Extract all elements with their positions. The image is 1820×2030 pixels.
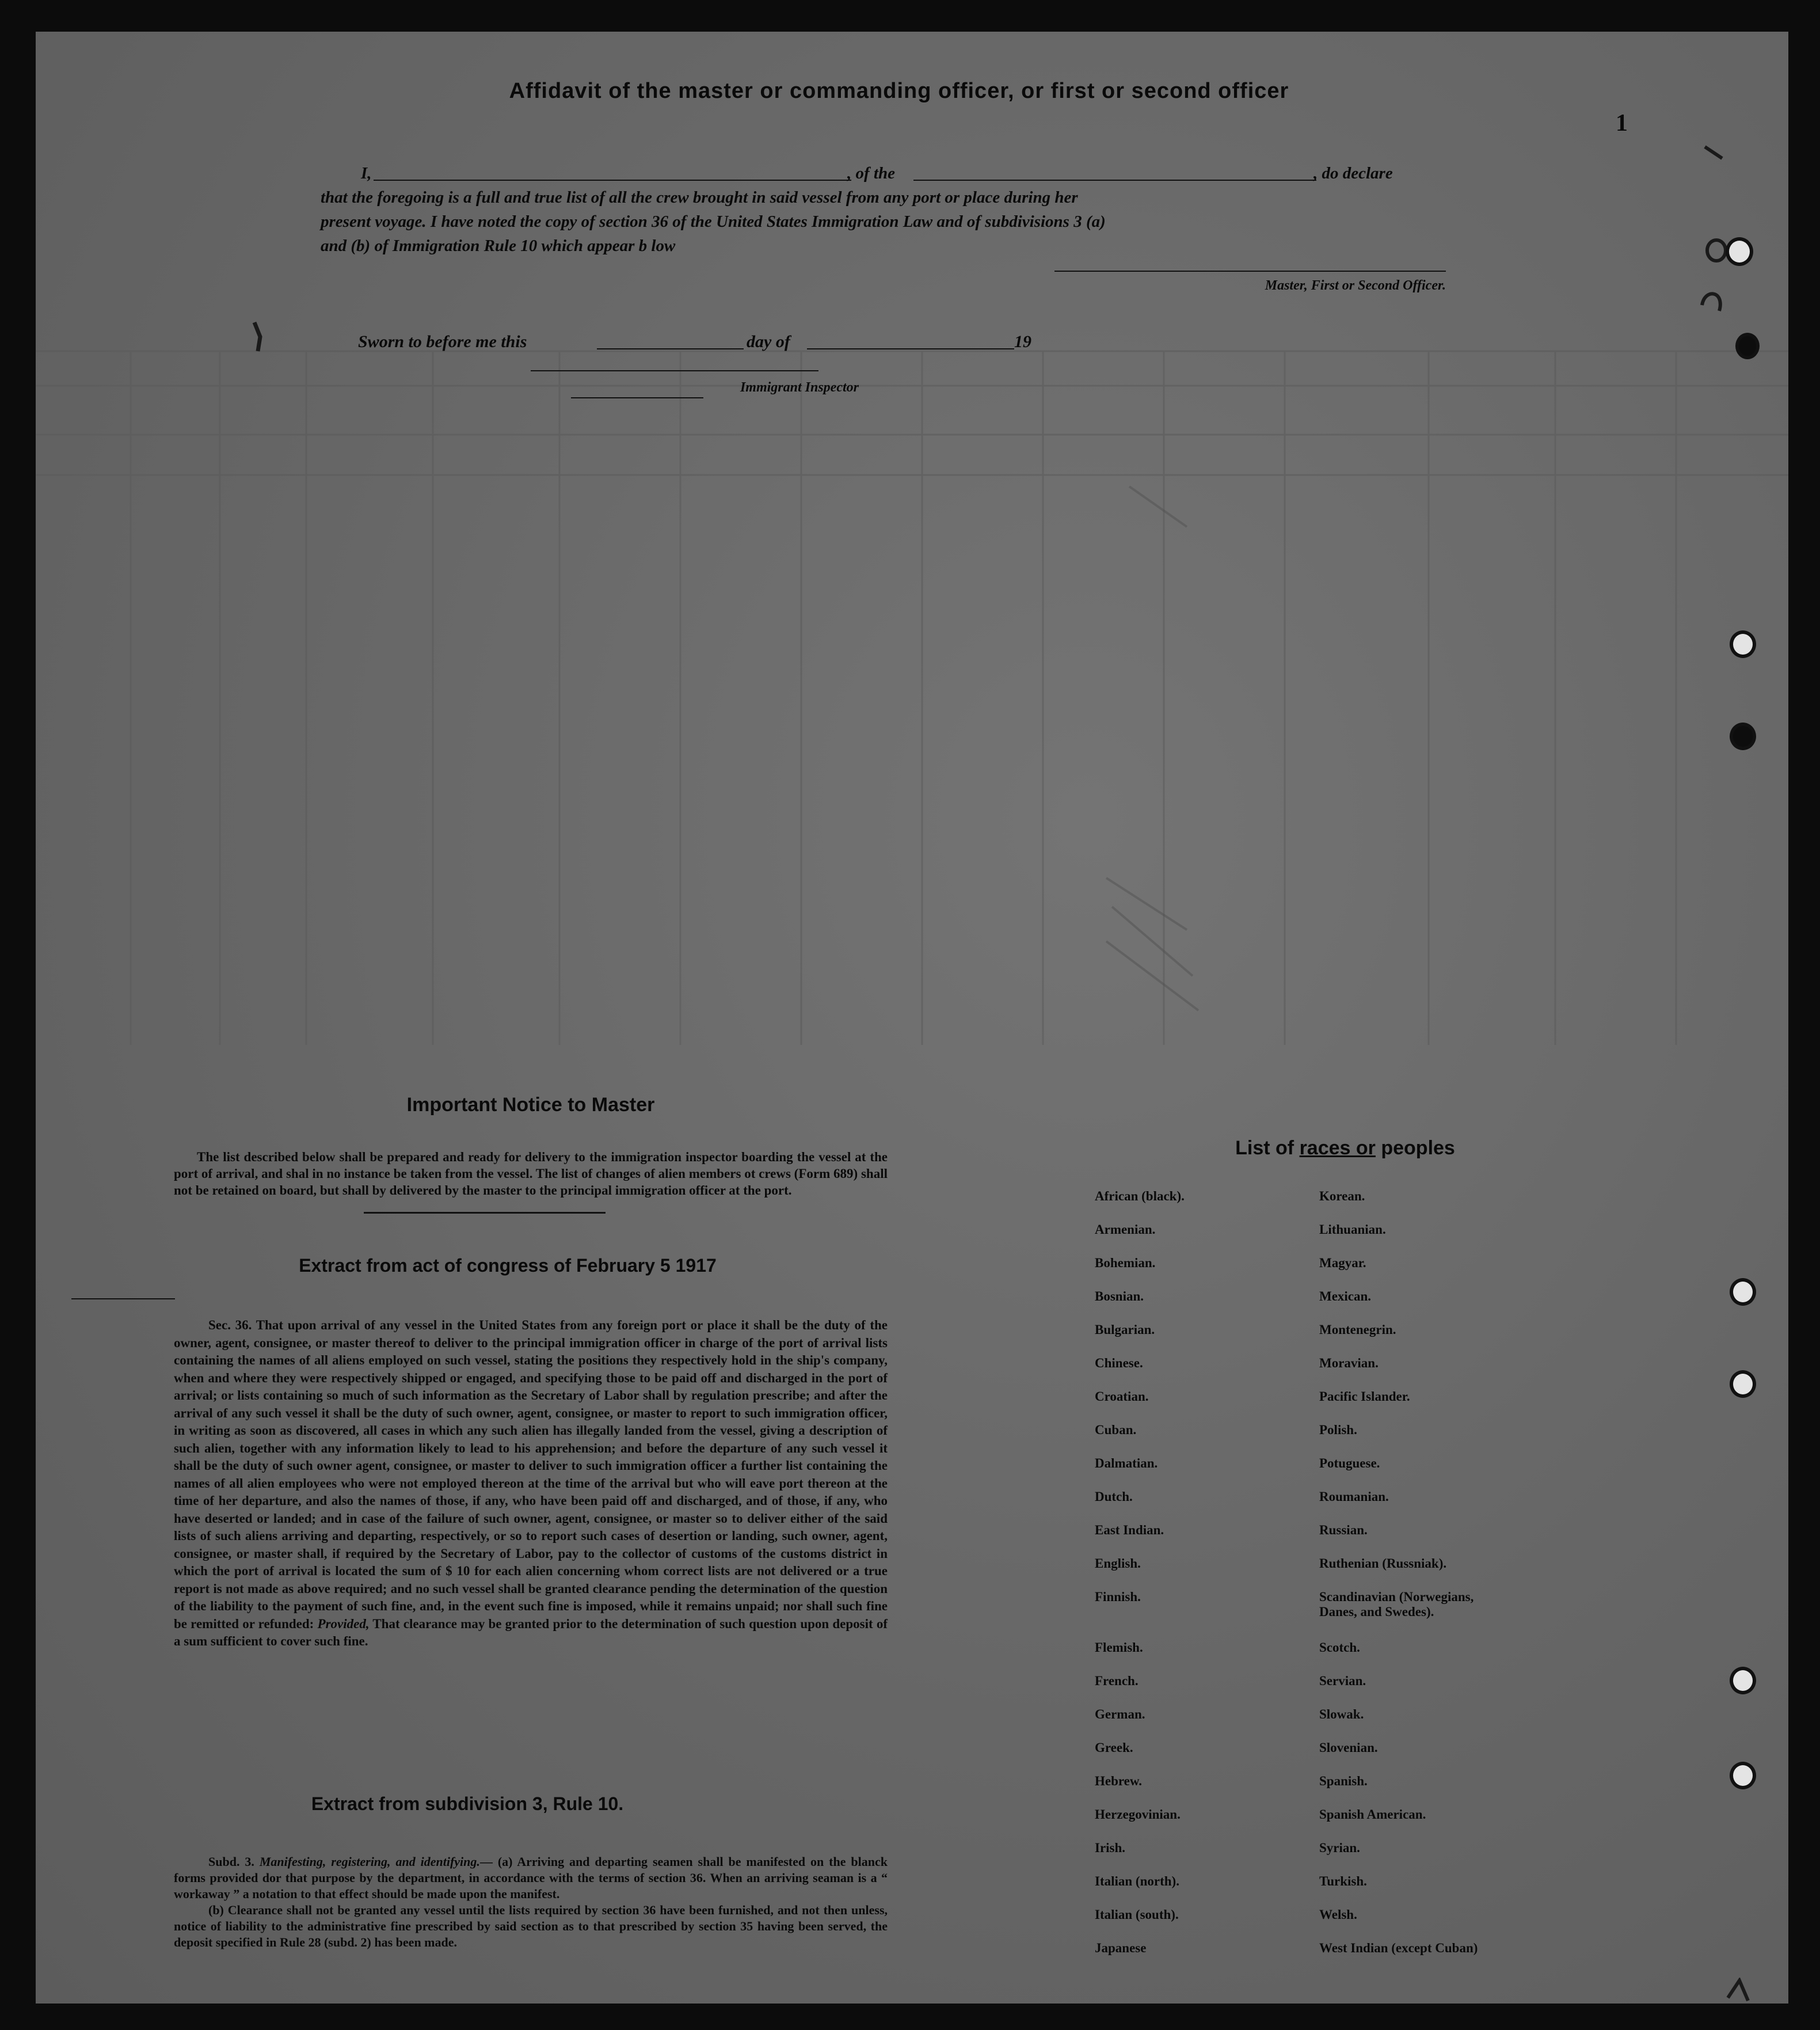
binder-hole-icon <box>1730 1370 1756 1398</box>
section-36-body: That upon arrival of any vessel in the United States from any foreign port or place it shall be the duty of the owner, agent, consignee, or master thereof to deliver to the principal immigration officer in charge of the port of arrival lists containing the names of all aliens employed on such vessel, stating the positions they respectively hold in the ship's company, when and where they were respectively shipped or engaged, and specifying those to be paid off and discharged in the port of arrival; or lists containing so much of such information as the Secretary of Labor shall by regulation prescribe; and after the arrival of any such vessel it shall be the duty of such owner, agent, consignee, or master to report to such immigration officer, in writing as soon as discovered, all cases in which any such alien has illegally landed from the vessel, giving a description of such alien, together with any information likely to lead to his apprehension; and before the departure of any such vessel it shall be the duty of such owner agent, consignee, or master to deliver to such immigration officer a further list containing the names of all alien employees who were not employed thereon at the time of the arrival but who will eave port thereon at the time of her departure, and also the names of those, if any, who have been paid off and discharged, and of those, if any, who have deserted or landed; and in case of the failure of such owner, agent, consignee, or master so to deliver either of the said lists of such aliens arriving and departing, respectively, or so to report such cases of desertion or landing, such owner, agent, consignee, or master shall, if required by the Secretary of Labor, pay to the collector of customs of the customs district in which the port of arrival is located the sum of $ 10 for each alien concerning whom correct lists are not delivered or a true report is not made as above required; and no such vessel shall be granted clearance pending the determination of the question of the liability to the payment of such fine, and, in the event such fine is imposed, while it remains unpaid; nor shall such fine be remitted or refunded: <box>174 1318 888 1631</box>
races-title-pre: List of <box>1235 1137 1294 1159</box>
divider <box>364 1212 606 1214</box>
race-item: Scandinavian (Norwegians, Danes, and Swedes). <box>1319 1590 1474 1619</box>
race-item: Syrian. <box>1319 1841 1360 1855</box>
binder-hole-icon <box>1730 1762 1756 1789</box>
race-item: Finnish. <box>1095 1590 1141 1604</box>
race-item: Flemish. <box>1095 1640 1143 1655</box>
race-item: Lithuanian. <box>1319 1222 1386 1237</box>
para-a-text: — (a) Arriving and departing seamen shall be manifested on the blanck forms provided dor that purpose by the department, in accordance with the terms of section 36. When an arriving seaman is a “ workaway ” a notation to that effect should be made upon the manifest. <box>174 1854 888 1901</box>
para-b-label: (b) <box>208 1903 224 1917</box>
sworn-day-of-label: day of <box>747 332 790 351</box>
declaration-line-4: and (b) of Immigration Rule 10 which appear b low <box>321 237 676 255</box>
race-item: Pacific Islander. <box>1319 1389 1410 1404</box>
race-item: Hebrew. <box>1095 1774 1142 1788</box>
race-item: Welsh. <box>1319 1907 1357 1922</box>
race-item: Mexican. <box>1319 1289 1372 1303</box>
race-item: Scotch. <box>1319 1640 1360 1655</box>
race-item: Japanese <box>1095 1941 1147 1955</box>
race-item: East Indian. <box>1095 1523 1164 1537</box>
race-item: Korean. <box>1319 1189 1365 1203</box>
race-item: Armenian. <box>1095 1222 1156 1237</box>
race-item: Irish. <box>1095 1841 1126 1855</box>
subd-heading: Manifesting, registering, and identifying. <box>259 1854 480 1869</box>
races-title-mid: races or <box>1299 1137 1376 1159</box>
sworn-day-blank[interactable] <box>597 348 744 349</box>
extract-rule10-title: Extract from subdivision 3, Rule 10. <box>311 1793 624 1814</box>
race-item: African (black). <box>1095 1189 1185 1203</box>
race-item: Slovenian. <box>1319 1740 1378 1755</box>
binder-hole-icon <box>1735 333 1760 359</box>
provided-label: Provided, <box>317 1616 370 1631</box>
section-36-label: Sec. 36. <box>208 1318 252 1332</box>
race-item: Bulgarian. <box>1095 1322 1155 1337</box>
notice-text: The list described below shall be prepared and ready for delivery to the immigration inspector boarding the vessel at the port of arrival, and shal in no instance be taken from the vessel. The list of changes of alien members ot crews (Form 689) shall not be retained on board, but shall by delivered by the master to the principal immigration officer at the port. <box>174 1150 888 1198</box>
corner-mark <box>1722 1978 1757 2004</box>
sworn-before-label: Sworn to before me this <box>358 332 527 351</box>
section-36-end: That clearance may be granted prior to the determination of such question upon deposit of a sum sufficient to cover such fine. <box>174 1616 888 1648</box>
race-item: Magyar. <box>1319 1256 1366 1270</box>
race-item: Ruthenian (Russniak). <box>1319 1556 1447 1571</box>
race-item: Bosnian. <box>1095 1289 1144 1303</box>
document-page <box>36 32 1788 2004</box>
margin-line <box>71 1298 175 1299</box>
races-title <box>1152 1137 1538 1160</box>
race-item: Moravian. <box>1319 1356 1379 1370</box>
race-item: Chinese. <box>1095 1356 1143 1370</box>
rule-10-para-a <box>174 1854 888 1902</box>
declaration-line-3: present voyage. I have noted the copy of section 36 of the United States Immigration Law and of subdivisions 3 (a) <box>321 212 1106 231</box>
affidavit-title: Affidavit of the master or commanding officer, or first or second officer <box>509 79 1289 103</box>
vessel-blank[interactable] <box>913 180 1316 181</box>
bleed-through-grid <box>36 32 1788 2004</box>
race-item: Italian (north). <box>1095 1874 1179 1888</box>
race-item: Roumanian. <box>1319 1489 1389 1504</box>
officer-signature-line[interactable] <box>1054 271 1446 272</box>
binder-hole-icon <box>1726 237 1753 266</box>
inspector-label: Immigrant Inspector <box>740 380 859 395</box>
extract-congress-title: Extract from act of congress of February 5 1917 <box>299 1255 717 1276</box>
race-item: Russian. <box>1319 1523 1368 1537</box>
declaration-line-2: that the foregoing is a full and true list of all the crew brought in said vessel from any port or place during her <box>321 188 1078 207</box>
race-item: Spanish American. <box>1319 1807 1426 1822</box>
rule-10-text <box>174 1854 888 1951</box>
inspector-signature-line[interactable] <box>531 370 818 371</box>
sworn-line <box>358 332 527 352</box>
officer-label: Master, First or Second Officer. <box>1265 278 1446 293</box>
subd-label: Subd. 3. <box>208 1854 254 1869</box>
race-item: Servian. <box>1319 1674 1366 1688</box>
binder-hole-icon <box>1730 630 1756 658</box>
race-item: Greek. <box>1095 1740 1133 1755</box>
race-item: Herzegovinian. <box>1095 1807 1181 1822</box>
race-item: West Indian (except Cuban) <box>1319 1941 1478 1955</box>
race-item: Turkish. <box>1319 1874 1367 1888</box>
race-item: Potuguese. <box>1319 1456 1380 1470</box>
binder-hole-icon <box>1730 1667 1756 1694</box>
race-item: Bohemian. <box>1095 1256 1156 1270</box>
race-item: German. <box>1095 1707 1145 1721</box>
race-item: Cuban. <box>1095 1423 1137 1437</box>
notice-title: Important Notice to Master <box>406 1094 655 1116</box>
race-item: Spanish. <box>1319 1774 1368 1788</box>
rule-10-para-b <box>174 1902 888 1951</box>
binder-hole-icon <box>1730 723 1756 750</box>
declaration-do-declare: , do declare <box>1313 164 1393 183</box>
races-title-post: peoples <box>1381 1137 1455 1159</box>
page-mark: 1 <box>1616 110 1628 136</box>
declaration-i: I, <box>361 164 372 183</box>
ink-mark <box>250 320 267 354</box>
name-blank[interactable] <box>374 180 851 181</box>
sworn-year-label: 19 <box>1014 332 1031 351</box>
sworn-month-blank[interactable] <box>807 348 1014 349</box>
race-item: French. <box>1095 1674 1139 1688</box>
declaration-of-the: , of the <box>847 164 895 183</box>
race-item: Italian (south). <box>1095 1907 1179 1922</box>
race-item: Polish. <box>1319 1423 1357 1437</box>
affidavit-declaration <box>321 161 1449 258</box>
race-item: English. <box>1095 1556 1141 1571</box>
race-item: Dalmatian. <box>1095 1456 1158 1470</box>
inspector-sub-line <box>571 397 703 398</box>
para-b-text: Clearance shall not be granted any vessel until the lists required by section 36 have been furnished, and not then unless, notice of liability to the administrative fine prescribed by said section as to that prescribed by section 35 having been served, the deposit specified in Rule 28 (subd. 2) has been made. <box>174 1903 888 1949</box>
race-item: Montenegrin. <box>1319 1322 1396 1337</box>
binder-hole-icon <box>1730 1278 1756 1306</box>
declaration-line-1 <box>321 161 1449 185</box>
section-36-text <box>174 1317 888 1651</box>
race-item: Croatian. <box>1095 1389 1149 1404</box>
race-item: Slowak. <box>1319 1707 1364 1721</box>
margin-scribbles <box>1693 112 1739 320</box>
race-item: Dutch. <box>1095 1489 1133 1504</box>
